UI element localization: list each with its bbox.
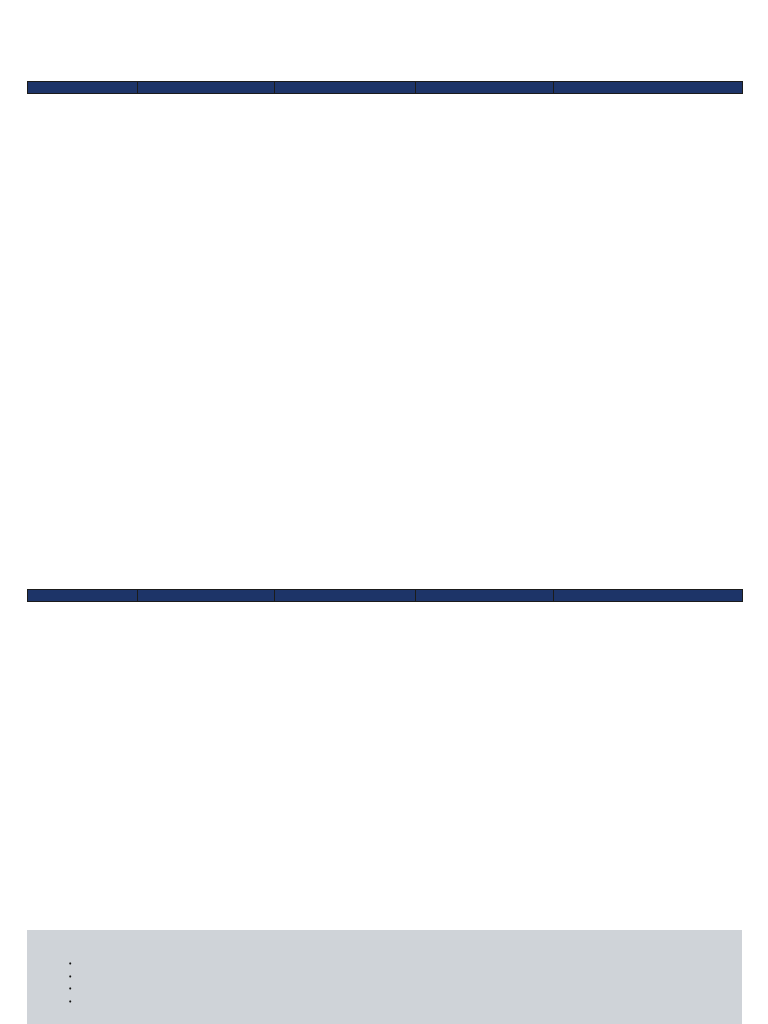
header-indicator (138, 82, 275, 94)
caution-item (69, 959, 728, 972)
caution-item (69, 984, 728, 997)
caution-box (27, 930, 742, 1024)
caution-item (69, 972, 728, 985)
header-blank-cell (28, 590, 138, 602)
header-indicator (138, 590, 275, 602)
header-flashover (275, 590, 416, 602)
header-backdraft (416, 82, 554, 94)
table-header-row (28, 82, 743, 94)
indicator-table-top (27, 81, 743, 94)
caution-item (69, 997, 728, 1010)
header-fire-gas-ignition (554, 82, 743, 94)
header-backdraft (416, 590, 554, 602)
header-fire-gas-ignition (554, 590, 743, 602)
header-blank-cell (28, 82, 138, 94)
table-header-row (28, 590, 743, 602)
caution-list (69, 959, 728, 1009)
indicator-table-bottom (27, 589, 743, 602)
header-flashover (275, 82, 416, 94)
